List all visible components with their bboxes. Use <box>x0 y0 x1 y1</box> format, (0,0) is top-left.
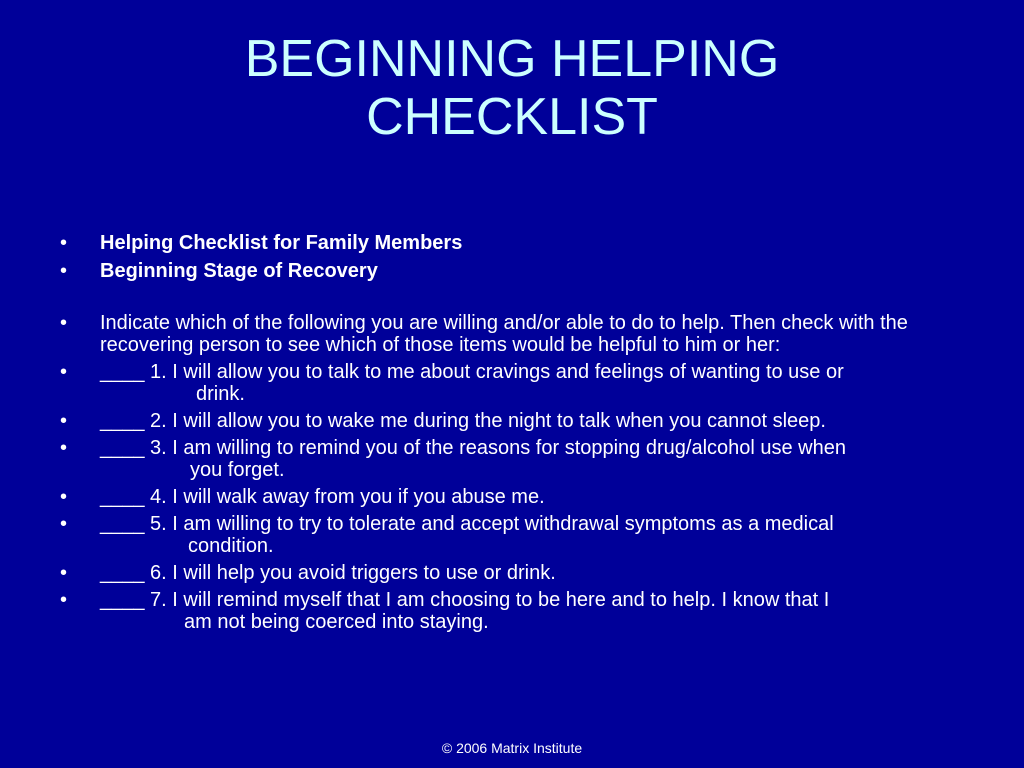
checklist-line: ____ 6. I will help you avoid triggers to use or drink. <box>100 562 556 584</box>
checklist-line-continued: condition. <box>188 535 274 557</box>
checklist-text <box>100 361 980 405</box>
bullet-icon: • <box>60 513 68 535</box>
bullet-list <box>60 232 980 633</box>
checklist-line: ____ 5. I am willing to try to tolerate and accept withdrawal symptoms as a medical <box>100 513 834 535</box>
checklist-text <box>100 589 980 633</box>
bullet-icon: • <box>60 260 68 282</box>
checklist-line: ____ 2. I will allow you to wake me during the night to talk when you cannot sleep. <box>100 410 826 432</box>
list-item-header-family <box>60 232 980 254</box>
checklist-line: ____ 4. I will walk away from you if you abuse me. <box>100 486 545 508</box>
checklist-line-continued: you forget. <box>190 459 285 481</box>
bullet-icon: • <box>60 312 68 334</box>
bullet-icon: • <box>60 486 68 508</box>
checklist-item-2 <box>60 410 980 432</box>
checklist-item-3 <box>60 437 980 481</box>
checklist-line: ____ 1. I will allow you to talk to me about cravings and feelings of wanting to use or <box>100 361 844 383</box>
list-item-header-stage <box>60 260 980 282</box>
checklist-text <box>100 437 980 481</box>
intro-text: Indicate which of the following you are willing and/or able to do to help. Then check with the recovering person to see which of those items would be helpful to him or her: <box>100 312 908 356</box>
checklist-text <box>100 486 980 508</box>
slide-title <box>0 30 1024 146</box>
copyright-footer: © 2006 Matrix Institute <box>441 740 583 756</box>
bullet-icon: • <box>60 562 68 584</box>
list-item-intro <box>60 312 980 356</box>
header-text: Helping Checklist for Family Members <box>100 232 463 254</box>
bullet-icon: • <box>60 410 68 432</box>
checklist-item-7 <box>60 589 980 633</box>
checklist-item-4 <box>60 486 980 508</box>
slide-title-line-2: CHECKLIST <box>366 88 658 146</box>
bullet-icon: • <box>60 589 68 611</box>
header-text: Beginning Stage of Recovery <box>100 260 378 282</box>
checklist-item-5 <box>60 513 980 557</box>
checklist-text <box>100 410 980 432</box>
bullet-icon: • <box>60 437 68 459</box>
checklist-line: ____ 7. I will remind myself that I am choosing to be here and to help. I know that I <box>100 589 830 611</box>
bullet-icon: • <box>60 232 68 254</box>
checklist-text <box>100 562 980 584</box>
checklist-item-1 <box>60 361 980 405</box>
checklist-line-continued: drink. <box>196 383 245 405</box>
checklist-line: ____ 3. I am willing to remind you of the reasons for stopping drug/alcohol use when <box>100 437 846 459</box>
checklist-text <box>100 513 980 557</box>
slide-title-line-1: BEGINNING HELPING <box>244 30 780 88</box>
checklist-line-continued: am not being coerced into staying. <box>184 611 489 633</box>
checklist-item-6 <box>60 562 980 584</box>
bullet-icon: • <box>60 361 68 383</box>
